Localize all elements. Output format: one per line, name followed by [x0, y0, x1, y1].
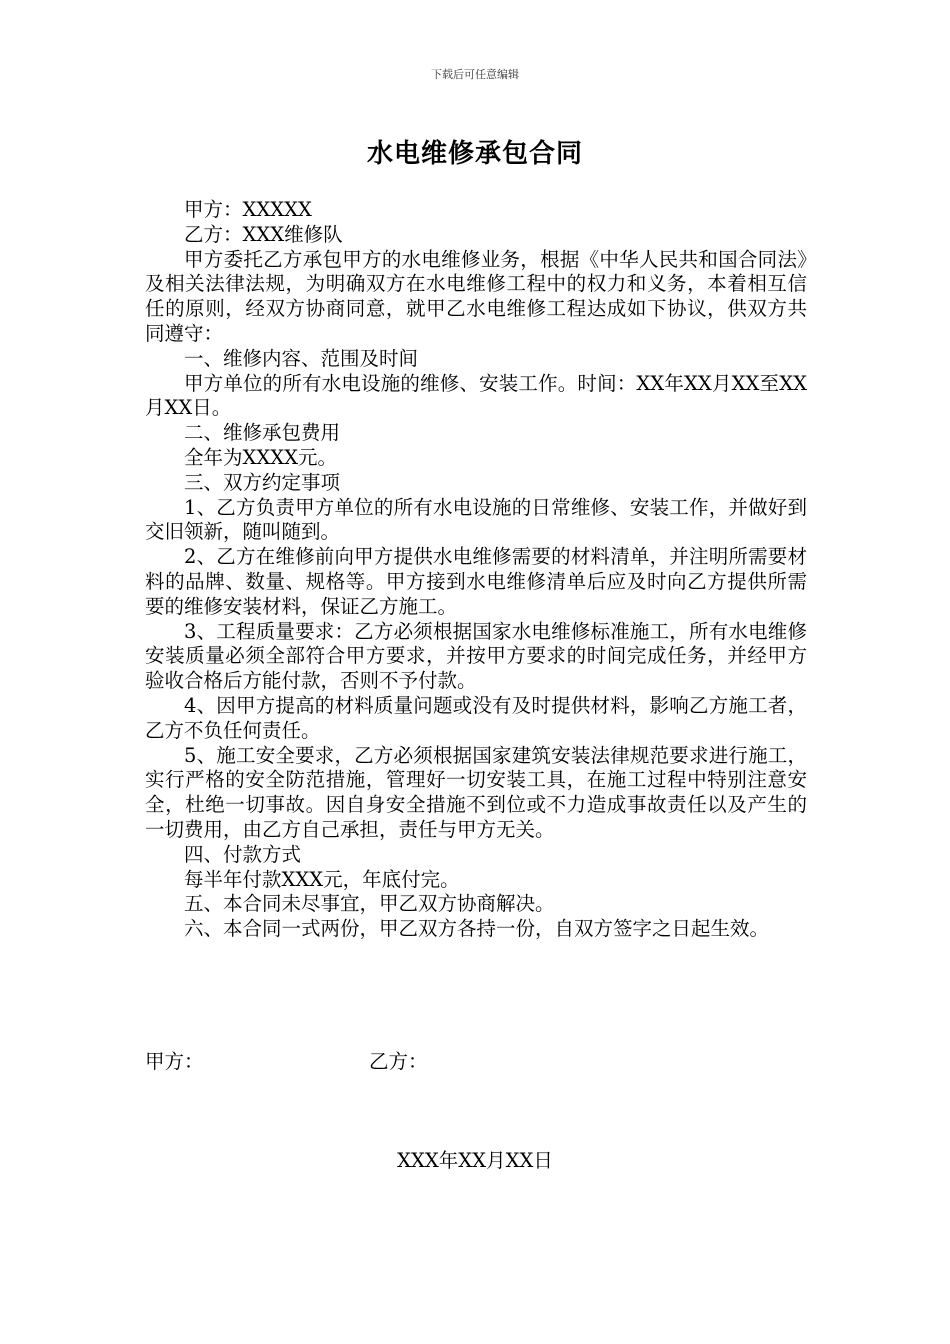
section-5-paragraph: 五、本合同未尽事宜，甲乙双方协商解决。 [184, 892, 555, 916]
party-a-signature-label: 甲方： [145, 1050, 204, 1073]
preamble-paragraph: 甲方委托乙方承包甲方的水电维修业务，根据《中华人民共和国合同法》及相关法律法规，为明确双方在水电维修工程中的权力和义务，本着相互信任的原则，经双方协商同意，就甲乙水电维修工程达成如下协议，供双方共同遵守： [145, 247, 807, 345]
section-1-paragraph: 甲方单位的所有水电设施的维修、安装工作。时间：XX年XX月XX至XX月XX日。 [145, 371, 807, 420]
section-heading-1: 一、维修内容、范围及时间 [184, 346, 419, 370]
party-b-signature-label: 乙方： [369, 1050, 428, 1073]
party-a-line: 甲方：XXXXX [184, 198, 312, 221]
date-line: XXX年XX月XX日 [397, 1149, 553, 1172]
clause-1: 1、乙方负责甲方单位的所有水电设施的日常维修、安装工作，并做好到交旧领新，随叫随到。 [145, 495, 807, 544]
section-heading-2: 二、维修承包费用 [184, 421, 341, 445]
section-4-paragraph: 每半年付款XXX元，年底付完。 [184, 867, 460, 891]
section-heading-3: 三、双方约定事项 [184, 470, 341, 494]
clause-3: 3、工程质量要求：乙方必须根据国家水电维修标准施工，所有水电维修安装质量必须全部符合甲方要求，并按甲方要求的时间完成任务，并经甲方验收合格后方能付款，否则不予付款。 [145, 619, 807, 693]
section-6-paragraph: 六、本合同一式两份，甲乙双方各持一份，自双方签字之日起生效。 [184, 917, 770, 941]
clause-2: 2、乙方在维修前向甲方提供水电维修需要的材料清单，并注明所需要材料的品牌、数量、规格等。甲方接到水电维修清单后应及时向乙方提供所需要的维修安装材料，保证乙方施工。 [145, 545, 807, 618]
section-2-paragraph: 全年为XXXX元。 [184, 445, 338, 469]
document-title: 水电维修承包合同 [366, 139, 583, 169]
clause-4: 4、因甲方提高的材料质量问题或没有及时提供材料，影响乙方施工者，乙方不负任何责任。 [145, 693, 807, 742]
section-heading-4: 四、付款方式 [184, 842, 302, 866]
contract-body [145, 198, 807, 942]
clause-5: 5、施工安全要求，乙方必须根据国家建筑安装法律规范要求进行施工，实行严格的安全防范措施，管理好一切安装工具，在施工过程中特别注意安全，杜绝一切事故。因自身安全措施不到位或不力造成事故责任以及产生的一切费用，由乙方自己承担，责任与甲方无关。 [145, 743, 807, 841]
header-note: 下载后可任意编辑 [431, 68, 519, 81]
party-b-line: 乙方：XXX维修队 [184, 222, 343, 246]
